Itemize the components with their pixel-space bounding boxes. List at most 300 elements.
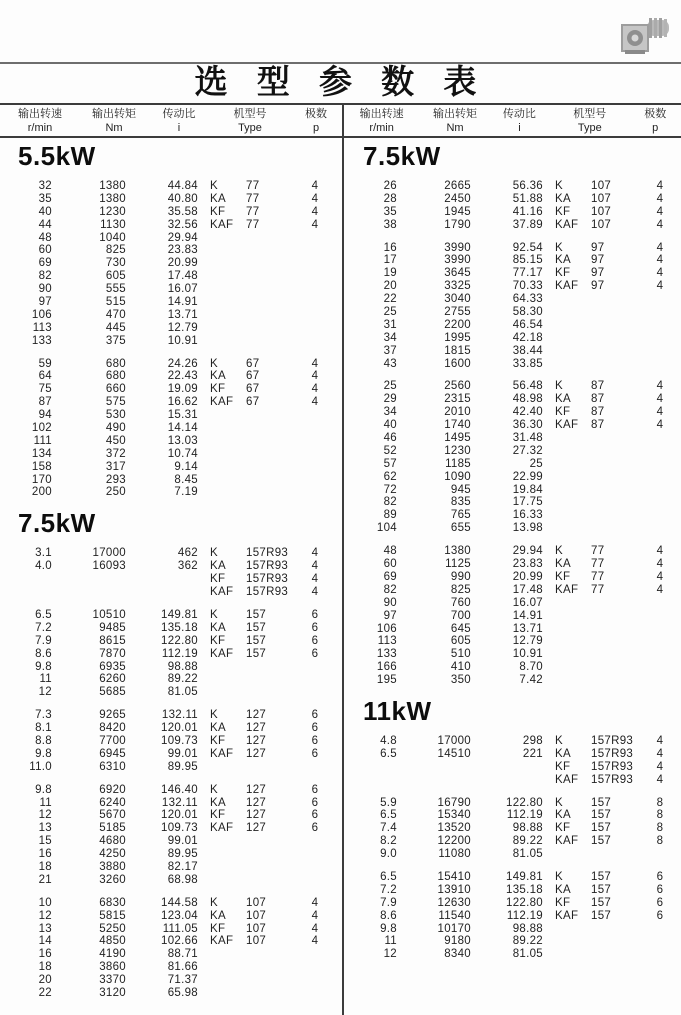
cell-speed: 11: [39, 673, 52, 686]
cell-poles: 8: [656, 796, 664, 809]
table-row: [0, 383, 340, 396]
cell-speed: 20: [383, 280, 397, 293]
cell-speed: 133: [31, 334, 52, 347]
table-row: [0, 180, 340, 193]
cell-speed: 6.5: [380, 809, 397, 822]
cell-type-prefix: [555, 445, 591, 458]
cell-type-prefix: KA: [555, 254, 571, 267]
cell-type-prefix: KF: [555, 822, 571, 835]
cell-torque: 445: [105, 321, 126, 334]
cell-torque: 6310: [99, 760, 126, 773]
cell-torque: 990: [450, 570, 471, 583]
cell-type-size: 97: [591, 267, 605, 280]
cell-type-size: 77: [246, 218, 260, 231]
cell-type-size: [246, 948, 296, 961]
cell-speed: 75: [38, 383, 52, 396]
cell-ratio: 16.07: [167, 283, 198, 296]
cell-ratio: 12.79: [167, 321, 198, 334]
cell-torque: 5250: [99, 922, 126, 935]
cell-poles: [641, 509, 679, 522]
cell-torque: 5670: [99, 809, 126, 822]
cell-type-size: [246, 322, 296, 335]
cell-ratio: 135.18: [506, 883, 543, 896]
cell-type-size: [591, 332, 641, 345]
cell-torque: 660: [105, 383, 126, 396]
table-row: [0, 635, 340, 648]
cell-poles: [296, 244, 334, 257]
cell-speed: [345, 761, 397, 774]
cell-torque: 3260: [99, 873, 126, 886]
cell-type-size: 97: [591, 241, 605, 254]
cell-torque: 10170: [437, 922, 471, 935]
cell-type-size: 87: [591, 406, 605, 419]
table-row: [0, 474, 340, 487]
cell-poles: 6: [311, 822, 319, 835]
cell-ratio: 99.01: [167, 747, 198, 760]
cell-torque: [52, 586, 126, 599]
cell-poles: [296, 309, 334, 322]
cell-torque: 410: [450, 661, 471, 674]
cell-poles: [296, 435, 334, 448]
cell-torque: 3040: [444, 293, 471, 306]
cell-torque: 4190: [99, 948, 126, 961]
cell-type-prefix: [210, 309, 246, 322]
table-row: [0, 948, 340, 961]
table-row: [0, 622, 340, 635]
cell-speed: 12: [383, 948, 397, 961]
cell-torque: 1380: [99, 180, 126, 192]
cell-type-prefix: KAF: [555, 218, 579, 231]
cell-ratio: 123.04: [161, 909, 198, 922]
cell-ratio: 56.48: [512, 380, 543, 393]
row-block: [0, 784, 340, 887]
cell-type-prefix: K: [210, 709, 218, 722]
table-row: [345, 648, 681, 661]
cell-type-size: 157: [591, 796, 612, 809]
table-row: [345, 571, 681, 584]
cell-ratio: 88.71: [167, 948, 198, 961]
cell-speed: 9.8: [35, 660, 52, 673]
cell-type-size: [246, 987, 296, 1000]
cell-ratio: 146.40: [161, 783, 198, 796]
cell-type-size: [246, 309, 296, 322]
cell-poles: 4: [656, 545, 664, 558]
cell-type-prefix: KAF: [555, 583, 579, 596]
cell-type-prefix: KAF: [210, 586, 234, 599]
cell-type-size: 157: [591, 835, 612, 848]
cell-speed: 7.9: [380, 896, 397, 909]
table-row: [345, 935, 681, 948]
cell-type-size: 107: [246, 896, 267, 909]
cell-poles: 4: [656, 393, 664, 406]
cell-torque: 6920: [99, 783, 126, 796]
cell-type-size: [591, 458, 641, 471]
cell-type-size: [591, 306, 641, 319]
cell-ratio: 23.83: [512, 558, 543, 571]
cell-ratio: 8.45: [174, 473, 198, 486]
cell-type-size: 157R93: [591, 734, 634, 747]
cell-type-size: 127: [246, 822, 267, 835]
cell-speed: 52: [383, 444, 397, 457]
cell-torque: 945: [450, 483, 471, 496]
cell-type-prefix: KF: [210, 922, 226, 935]
cell-type-size: 107: [591, 180, 612, 192]
cell-speed: 22: [38, 986, 52, 999]
col-header-type: 机型号 Type: [233, 108, 267, 134]
table-row: [0, 897, 340, 910]
cell-poles: 4: [656, 747, 664, 760]
cell-torque: 5185: [99, 822, 126, 835]
cell-poles: 4: [311, 205, 319, 218]
cell-ratio: 17.48: [512, 583, 543, 596]
cell-type-prefix: [210, 486, 246, 499]
cell-ratio: 41.16: [512, 205, 543, 218]
cell-type-size: 127: [246, 734, 267, 747]
cell-type-prefix: KAF: [555, 835, 579, 848]
cell-type-size: [591, 597, 641, 610]
cell-poles: [641, 432, 679, 445]
cell-torque: 8340: [444, 948, 471, 961]
cell-type-prefix: [555, 522, 591, 535]
cell-ratio: 70.33: [512, 280, 543, 293]
table-header-right: [342, 106, 681, 136]
cell-torque: 4680: [99, 835, 126, 848]
cell-type-size: 67: [246, 396, 260, 409]
cell-speed: [345, 774, 397, 787]
cell-ratio: 38.44: [512, 344, 543, 357]
cell-ratio: 135.18: [161, 621, 198, 634]
cell-ratio: 12.79: [512, 635, 543, 648]
cell-type-prefix: K: [210, 547, 218, 560]
table-row: [0, 809, 340, 822]
cell-type-prefix: K: [210, 357, 218, 370]
cell-poles: [641, 948, 679, 961]
cell-type-size: [591, 345, 641, 358]
cell-speed: 6.5: [380, 747, 397, 760]
cell-ratio: 99.01: [167, 835, 198, 848]
table-row: [345, 761, 681, 774]
cell-speed: 97: [38, 296, 52, 309]
cell-type-size: 157: [591, 870, 612, 883]
cell-type-prefix: KA: [555, 883, 571, 896]
cell-poles: [296, 661, 334, 674]
cell-poles: [296, 686, 334, 699]
table-row: [345, 458, 681, 471]
table-row: [345, 848, 681, 861]
cell-torque: 825: [450, 583, 471, 596]
cell-ratio: 7.42: [519, 674, 543, 687]
cell-torque: 6935: [99, 660, 126, 673]
cell-torque: 5815: [99, 909, 126, 922]
table-row: [0, 309, 340, 322]
cell-speed: 14: [38, 935, 52, 948]
cell-type-prefix: [555, 648, 591, 661]
cell-ratio: 13.98: [512, 522, 543, 535]
cell-speed: 26: [383, 180, 397, 192]
cell-speed: 82: [38, 270, 52, 283]
cell-speed: 87: [38, 396, 52, 409]
cell-torque: 15340: [437, 809, 471, 822]
cell-ratio: 92.54: [512, 241, 543, 254]
cell-poles: [641, 496, 679, 509]
cell-type-size: [591, 509, 641, 522]
cell-type-prefix: [210, 422, 246, 435]
cell-torque: 10510: [92, 608, 126, 621]
cell-ratio: 132.11: [161, 796, 198, 809]
table-row: [0, 673, 340, 686]
cell-speed: 89: [383, 509, 397, 522]
cell-type-size: 157R93: [246, 573, 289, 586]
cell-speed: 40: [383, 419, 397, 432]
cell-type-prefix: [555, 635, 591, 648]
cell-torque: 700: [450, 609, 471, 622]
cell-poles: [641, 458, 679, 471]
cell-speed: 4.8: [380, 734, 397, 747]
cell-speed: 90: [383, 596, 397, 609]
cell-type-size: [246, 835, 296, 848]
cell-torque: 1130: [100, 218, 126, 231]
cell-poles: [296, 232, 334, 245]
cell-poles: [641, 623, 679, 636]
cell-poles: [296, 848, 334, 861]
row-block: [0, 709, 340, 773]
cell-poles: [641, 484, 679, 497]
cell-type-size: [246, 486, 296, 499]
table-row: [0, 461, 340, 474]
cell-ratio: 68.98: [167, 873, 198, 886]
cell-ratio: 15.31: [167, 409, 198, 422]
cell-poles: 4: [311, 896, 319, 909]
cell-poles: [296, 335, 334, 348]
cell-type-prefix: KA: [555, 558, 571, 571]
cell-torque: 2450: [444, 192, 471, 205]
row-block: [0, 897, 340, 1000]
cell-torque: 6830: [99, 896, 126, 909]
cell-ratio: 19.84: [512, 483, 543, 496]
cell-speed: 12: [38, 686, 52, 699]
cell-speed: 29: [383, 393, 397, 406]
header-divider: [0, 136, 681, 138]
cell-torque: 1230: [99, 205, 126, 218]
cell-poles: [641, 935, 679, 948]
cell-speed: 82: [383, 583, 397, 596]
cell-speed: 35: [383, 205, 397, 218]
cell-ratio: 33.85: [512, 357, 543, 370]
cell-torque: 15410: [437, 870, 471, 883]
cell-type-prefix: [210, 296, 246, 309]
cell-torque: 6240: [99, 796, 126, 809]
cell-torque: 3120: [99, 986, 126, 999]
cell-speed: 9.8: [380, 922, 397, 935]
cell-ratio: 7.19: [174, 486, 198, 499]
cell-type-size: 157: [246, 647, 267, 660]
cell-type-prefix: [555, 432, 591, 445]
cell-type-size: 77: [591, 570, 605, 583]
table-row: [345, 345, 681, 358]
cell-poles: 6: [656, 896, 664, 909]
cell-type-size: [591, 635, 641, 648]
cell-speed: 25: [383, 380, 397, 393]
cell-type-prefix: KAF: [555, 909, 579, 922]
cell-ratio: 42.40: [512, 406, 543, 419]
table-row: [345, 219, 681, 232]
cell-type-prefix: [210, 948, 246, 961]
cell-poles: [641, 923, 679, 936]
table-row: [0, 923, 340, 936]
cell-type-prefix: KAF: [210, 822, 234, 835]
cell-speed: 7.9: [35, 634, 52, 647]
cell-poles: [641, 471, 679, 484]
cell-speed: 106: [31, 308, 52, 321]
cell-speed: 43: [383, 357, 397, 370]
table-row: [345, 496, 681, 509]
cell-poles: 6: [656, 870, 664, 883]
cell-poles: 6: [311, 621, 319, 634]
cell-type-prefix: KF: [555, 205, 571, 218]
cell-poles: [296, 448, 334, 461]
cell-type-prefix: [555, 471, 591, 484]
cell-ratio: 24.26: [167, 357, 198, 370]
cell-poles: 6: [311, 634, 319, 647]
cell-torque: 3860: [99, 961, 126, 974]
cell-poles: [296, 948, 334, 961]
cell-type-size: [246, 409, 296, 422]
table-row: [0, 784, 340, 797]
cell-torque: 835: [450, 496, 471, 509]
cell-torque: 9485: [99, 621, 126, 634]
cell-speed: 11.0: [29, 760, 52, 773]
cell-type-size: 67: [246, 383, 260, 396]
cell-type-prefix: KAF: [210, 647, 234, 660]
cell-speed: 19: [383, 267, 397, 280]
cell-type-size: [591, 610, 641, 623]
cell-poles: [641, 848, 679, 861]
page-title: 选 型 参 数 表: [194, 63, 487, 100]
cell-poles: [641, 293, 679, 306]
col-header-ratio: 传动比 i: [502, 108, 536, 134]
cell-ratio: 122.80: [506, 896, 543, 909]
cell-ratio: 89.95: [167, 848, 198, 861]
cell-type-size: [591, 471, 641, 484]
cell-ratio: 65.98: [167, 986, 198, 999]
cell-ratio: 81.05: [512, 848, 543, 861]
cell-speed: 113: [377, 635, 397, 648]
table-row: [345, 748, 681, 761]
cell-poles: [641, 358, 679, 371]
cell-type-prefix: KF: [210, 634, 226, 647]
cell-type-size: 157R93: [246, 586, 289, 599]
cell-poles: 4: [656, 180, 664, 192]
table-row: [345, 522, 681, 535]
cell-type-size: 77: [591, 558, 605, 571]
cell-ratio: 122.80: [506, 796, 543, 809]
cell-speed: 44: [38, 218, 52, 231]
cell-type-prefix: [555, 509, 591, 522]
cell-type-size: [246, 435, 296, 448]
table-row: [345, 835, 681, 848]
cell-torque: 2315: [444, 393, 471, 406]
cell-type-size: [246, 448, 296, 461]
cell-ratio: 81.66: [167, 961, 198, 974]
table-row: [0, 560, 340, 573]
table-row: [0, 735, 340, 748]
cell-speed: 11: [384, 935, 397, 948]
cell-torque: 6260: [99, 673, 126, 686]
cell-torque: 13910: [437, 883, 471, 896]
cell-torque: 3645: [444, 267, 471, 280]
cell-type-prefix: [555, 345, 591, 358]
cell-poles: 4: [656, 380, 664, 393]
cell-type-size: 107: [591, 205, 612, 218]
cell-speed: 102: [31, 422, 52, 435]
table-row: [345, 923, 681, 936]
cell-poles: 4: [311, 357, 319, 370]
cell-ratio: 120.01: [161, 809, 198, 822]
cell-type-size: 157: [591, 896, 612, 909]
cell-type-prefix: [210, 673, 246, 686]
cell-torque: 11080: [438, 848, 471, 861]
cell-ratio: 51.88: [512, 192, 543, 205]
cell-poles: 6: [311, 783, 319, 796]
cell-type-prefix: K: [210, 896, 218, 909]
cell-poles: 6: [311, 647, 319, 660]
cell-type-size: 77: [246, 192, 260, 205]
cell-torque: 680: [105, 357, 126, 370]
cell-ratio: 82.17: [167, 860, 198, 873]
cell-torque: 3370: [99, 974, 126, 987]
cell-type-size: [246, 422, 296, 435]
table-row: [345, 674, 681, 687]
cell-speed: 94: [38, 409, 52, 422]
cell-speed: 6.5: [380, 870, 397, 883]
cell-poles: [641, 648, 679, 661]
row-block: [0, 358, 340, 500]
cell-type-prefix: KF: [210, 205, 226, 218]
cell-ratio: 16.07: [512, 596, 543, 609]
cell-torque: 7700: [99, 734, 126, 747]
table-row: [345, 406, 681, 419]
table-row: [0, 193, 340, 206]
cell-poles: [296, 486, 334, 499]
cell-type-prefix: [555, 661, 591, 674]
cell-type-prefix: KAF: [210, 935, 234, 948]
cell-speed: 13: [38, 822, 52, 835]
table-row: [0, 822, 340, 835]
cell-type-prefix: [555, 306, 591, 319]
cell-ratio: 149.81: [506, 870, 543, 883]
cell-torque: 250: [105, 486, 126, 499]
cell-torque: 13520: [437, 822, 471, 835]
cell-type-size: 107: [246, 922, 267, 935]
cell-type-size: 97: [591, 254, 605, 267]
cell-ratio: 22.99: [512, 470, 543, 483]
cell-torque: 1185: [445, 457, 471, 470]
cell-type-prefix: [555, 332, 591, 345]
row-block: [345, 242, 681, 371]
table-row: [0, 206, 340, 219]
cell-speed: 8.2: [380, 835, 397, 848]
cell-type-prefix: KAF: [210, 218, 234, 231]
cell-ratio: 144.58: [161, 896, 198, 909]
table-row: [0, 547, 340, 560]
cell-speed: 166: [376, 661, 397, 674]
cell-type-size: [246, 848, 296, 861]
cell-speed: 64: [38, 370, 52, 383]
cell-torque: 9265: [99, 709, 126, 722]
cell-type-prefix: KF: [210, 734, 226, 747]
cell-ratio: [126, 573, 198, 586]
cell-speed: 8.8: [35, 734, 52, 747]
